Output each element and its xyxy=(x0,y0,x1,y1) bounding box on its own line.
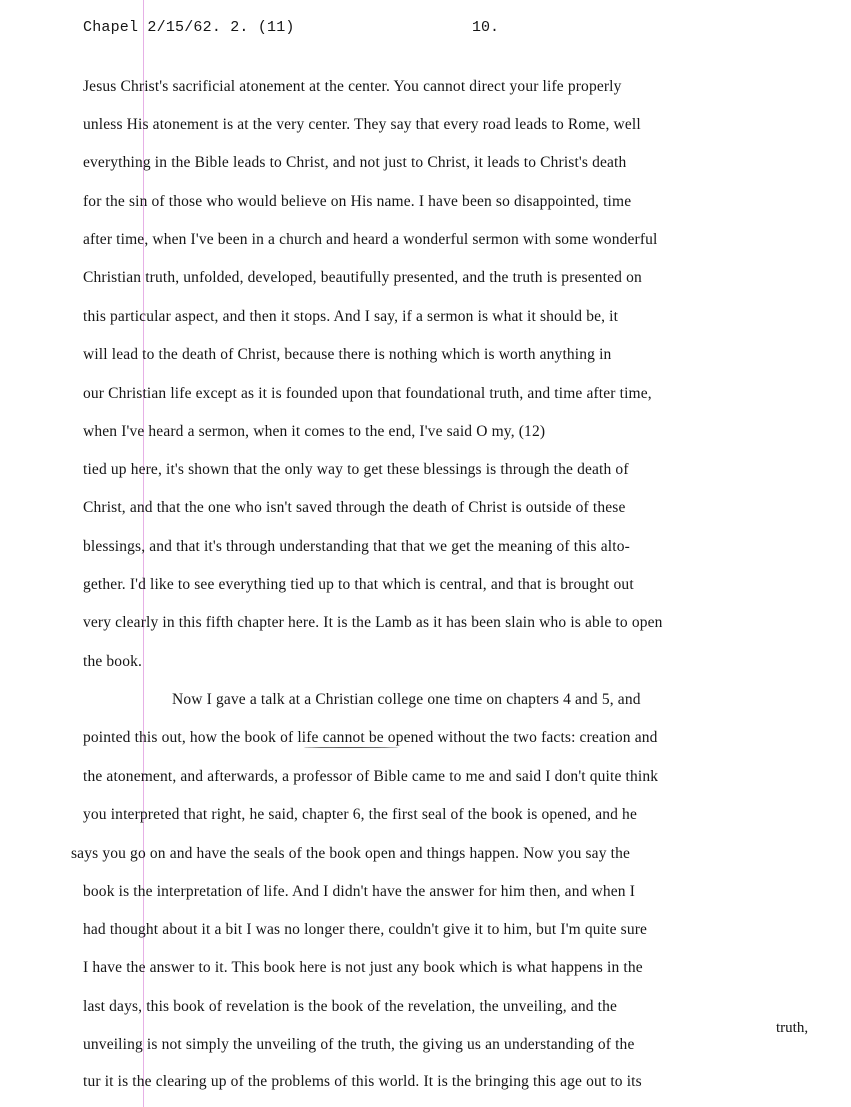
text-line: gether. I'd like to see everything tied up to that which is central, and that is brought out xyxy=(83,576,634,593)
text-line: book is the interpretation of life. And I didn't have the answer for him then, and when I xyxy=(83,883,636,900)
text-line: Christian truth, unfolded, developed, beautifully presented, and the truth is presented on xyxy=(83,269,642,286)
text-line: when I've heard a sermon, when it comes to the end, I've said O my, (12) xyxy=(83,423,546,440)
text-line: this particular aspect, and then it stops. And I say, if a sermon is what it should be, it xyxy=(83,308,619,325)
text-line: Christ, and that the one who isn't saved through the death of Christ is outside of these xyxy=(83,499,626,516)
text-line: blessings, and that it's through understanding that that we get the meaning of this alto- xyxy=(83,538,630,555)
text-line: tur it is the clearing up of the problems of this world. It is the bringing this age out to its xyxy=(83,1073,642,1090)
text-line: will lead to the death of Christ, because there is nothing which is worth anything in xyxy=(83,346,612,363)
text-line: Jesus Christ's sacrificial atonement at the center. You cannot direct your life properly xyxy=(83,78,622,95)
text-line: the book. xyxy=(83,653,143,670)
text-line: says you go on and have the seals of the book open and things happen. Now you say the xyxy=(71,845,631,862)
handwritten-underline xyxy=(304,746,398,748)
text-line: last days, this book of revelation is the book of the revelation, the unveiling, and the xyxy=(83,998,618,1015)
text-line: after time, when I've been in a church and heard a wonderful sermon with some wonderful xyxy=(83,231,658,248)
text-line: tied up here, it's shown that the only way to get these blessings is through the death of xyxy=(83,461,629,478)
text-line: for the sin of those who would believe on His name. I have been so disappointed, time xyxy=(83,193,632,210)
text-line: the atonement, and afterwards, a professor of Bible came to me and said I don't quite think xyxy=(83,768,659,785)
text-line: unless His atonement is at the very center. They say that every road leads to Rome, well xyxy=(83,116,641,133)
text-line: our Christian life except as it is founded upon that foundational truth, and time after time, xyxy=(83,385,652,402)
text-line: very clearly in this fifth chapter here. It is the Lamb as it has been slain who is able to open xyxy=(83,614,663,631)
text-line: unveiling is not simply the unveiling of the truth, the giving us an understanding of the xyxy=(83,1036,635,1053)
paragraph-start-line: Now I gave a talk at a Christian college one time on chapters 4 and 5, and xyxy=(172,691,641,708)
text-line: everything in the Bible leads to Christ, and not just to Christ, it leads to Christ's death xyxy=(83,154,627,171)
text-line: pointed this out, how the book of life cannot be opened without the two facts: creation and xyxy=(83,729,658,746)
text-line: I have the answer to it. This book here is not just any book which is what happens in the xyxy=(83,959,643,976)
page-number: 10. xyxy=(472,19,500,36)
page-header-reference: Chapel 2/15/62. 2. (11) xyxy=(83,19,295,36)
text-line: had thought about it a bit I was no longer there, couldn't give it to him, but I'm quite sure xyxy=(83,921,648,938)
text-line: you interpreted that right, he said, chapter 6, the first seal of the book is opened, and he xyxy=(83,806,637,823)
handwritten-insertion: truth, xyxy=(776,1020,809,1036)
